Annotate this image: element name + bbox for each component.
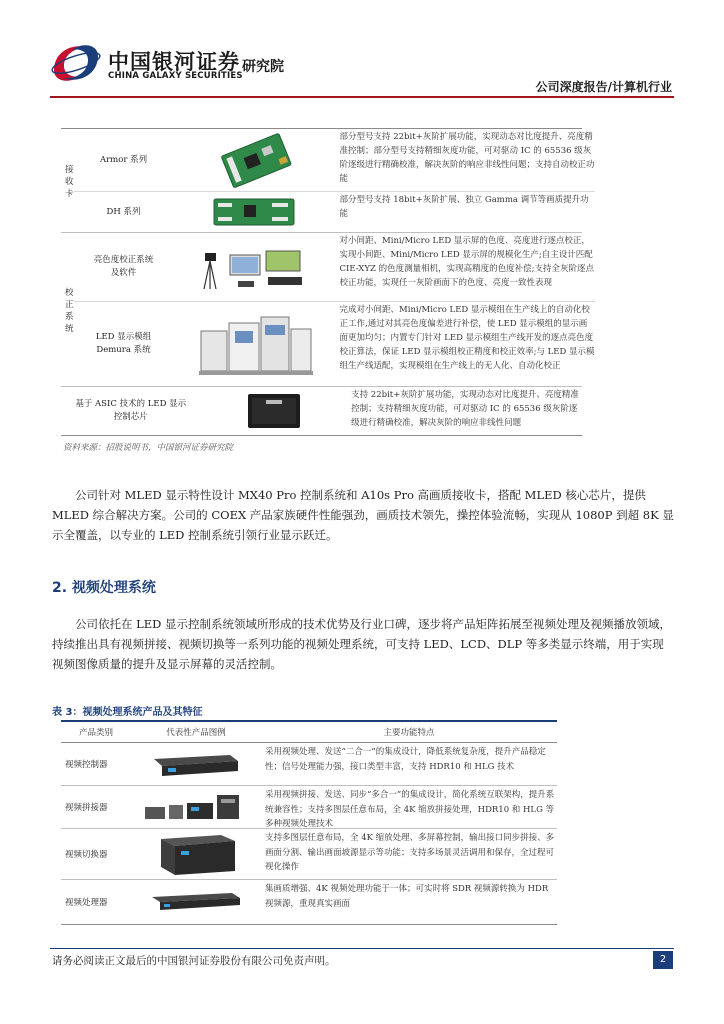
video-splicer-image: [131, 786, 261, 828]
calibration-kit-image: [174, 233, 336, 301]
table-features: 完成对小间距、Mini/Micro LED 显示模组在生产线上的自动化校正工作,通过对其亮色度偏差进行补偿，使 LED 显示模组的显示画面更加均匀；内置专门针对 LED 显示模组生产线开发的逐点亮色度校正算法，保证 LED 显示模组校正精度和校正效率;与 LED 显示模组生产线适配，实现模组在生产线上的无人化、自动化校正: [339, 305, 595, 371]
product-table: [61, 128, 595, 436]
section-heading: 2. 视频处理系统: [52, 580, 156, 596]
galaxy-logo-icon: [50, 40, 102, 86]
table-row: [61, 786, 557, 829]
report-type: 公司深度报告/计算机行业: [535, 80, 672, 94]
table-group-calibration: [61, 233, 595, 387]
table-row: [61, 387, 582, 435]
table-features: 支持 22bit+灰阶扩展功能，实现动态对比度提升、亮度精准控制；支持精细灰度功能，可对驱动 IC 的 65536 级灰阶逐级进行精确校准，解决灰阶的响应非线性问题: [351, 390, 579, 428]
brand-name-en: CHINA GALAXY SECURITIES: [108, 71, 243, 81]
table-title: 表 3：视频处理系统产品及其特征: [52, 707, 203, 718]
table-category: 视频拼接器: [65, 803, 108, 813]
table-product: LED 显示模组 Demura 系统: [95, 332, 152, 355]
body-paragraph: 公司依托在 LED 显示控制系统领域所形成的技术优势及行业口碑，逐步将产品矩阵拓展至视频处理及视频播放领域，持续推出具有视频拼接、视频切换等一系列功能的视频处理系统，可支持 LED、LCD、DLP 等多类显示终端，用于实现视频图像质量的提升及显示屏幕的灵活控制。: [52, 617, 672, 671]
video-processor-image: [131, 880, 261, 924]
footer-disclaimer: 请务必阅读正文最后的中国银河证券股份有限公司免责声明。: [52, 955, 336, 967]
brand-institute: 研究院: [242, 59, 284, 75]
table-group-receiver: [61, 129, 595, 233]
video-product-table: [61, 720, 557, 925]
table-row: [74, 192, 595, 232]
demura-machine-image: [174, 302, 336, 386]
table-features: 采用视频拼接、发送、同步“多合一”的集成设计，简化系统互联架构，提升系统兼容性；支持多图层任意布局，全 4K 缩放拼接处理，HDR10 和 HLG 等多种视频处理技术: [265, 790, 555, 829]
table-features: 集画质增强、4K 视频处理功能于一体；可实时将 SDR 视频源转换为 HDR 视频源，重现真实画面: [265, 884, 549, 909]
table-row: [61, 880, 557, 924]
receiver-card-image: [174, 192, 336, 232]
video-controller-image: [131, 743, 261, 785]
table-category: 视频控制器: [65, 760, 108, 770]
table-category: 视频切换器: [65, 850, 108, 860]
table-product: 亮色度校正系统 及软件: [93, 255, 154, 278]
table-row: [74, 129, 595, 192]
table-category: 校正系统: [65, 287, 74, 334]
brand-name-cn: 中国银河证券: [108, 50, 240, 74]
receiver-card-image: [174, 129, 336, 191]
table-header-cell: 主要功能特点: [383, 728, 435, 738]
table-header: [61, 722, 557, 743]
table-header-cell: 产品类别: [78, 728, 113, 738]
table-product: DH 系列: [106, 206, 141, 217]
table-source: 资料来源：招股说明书，中国银河证券研究院: [63, 443, 234, 453]
table-category: 视频处理器: [65, 898, 108, 908]
table-header-cell: 代表性产品图例: [166, 728, 226, 738]
page-number: 2: [653, 951, 673, 969]
table-features: 支持多图层任意布局，全 4K 缩放处理、多屏幕控制，输出接口同步拼接、多画面分割、输出画面坡源显示等功能；支持多场景灵活调用和保存，全过程可视化操作: [265, 833, 555, 872]
table-row: [74, 302, 595, 386]
header-divider: [50, 96, 674, 98]
body-paragraph: 公司针对 MLED 显示特性设计 MX40 Pro 控制系统和 A10s Pro 高画质接收卡，搭配 MLED 核心芯片，提供 MLED 综合解决方案。公司的 COEX 产品家族硬件性能强劲，画质技术领先，操控体验流畅，实现从 1080P 到超 8K 显示全覆盖，以专业的 LED 控制系统引领行业显示跃迁。: [52, 488, 674, 542]
table-product: 基于 ASIC 技术的 LED 显示 控制芯片: [75, 399, 187, 422]
table-product: Armor 系列: [99, 154, 148, 165]
footer-divider: [50, 948, 674, 949]
table-features: 采用视频处理、发送“二合一”的集成设计，降低系统复杂度，提升产品稳定性；信号处理能力强，接口类型丰富，支持 HDR10 和 HLG 技术: [265, 747, 546, 772]
table-category: 接收卡: [65, 164, 74, 199]
video-switcher-image: [131, 829, 261, 879]
table-row: [61, 829, 557, 880]
asic-chip-image: [200, 387, 347, 435]
table-features: 部分型号支持 22bit+灰阶扩展功能，实现动态对比度提升、亮度精准控制；部分型号支持精细灰度功能，可对驱动 IC 的 65536 级灰阶逐级进行精确校准，解决灰阶的响应非线性问题；支持自动校正功能: [339, 132, 595, 184]
table-features: 部分型号支持 18bit+灰阶扩展、独立 Gamma 调节等画质提升功能: [339, 195, 589, 219]
table-features: 对小间距、Mini/Micro LED 显示屏的色度、亮度进行逐点校正，实现小间距、Mini/Micro LED 显示屏的规模化生产;自主设计匹配 CIE-XYZ 的色度测量相机，实现高精度的色度补偿;支持全灰阶逐点校正功能，实现任一灰阶画面下的色度、亮度一致性表现: [339, 236, 594, 288]
table-row: [74, 233, 595, 302]
table-row: [61, 743, 557, 786]
